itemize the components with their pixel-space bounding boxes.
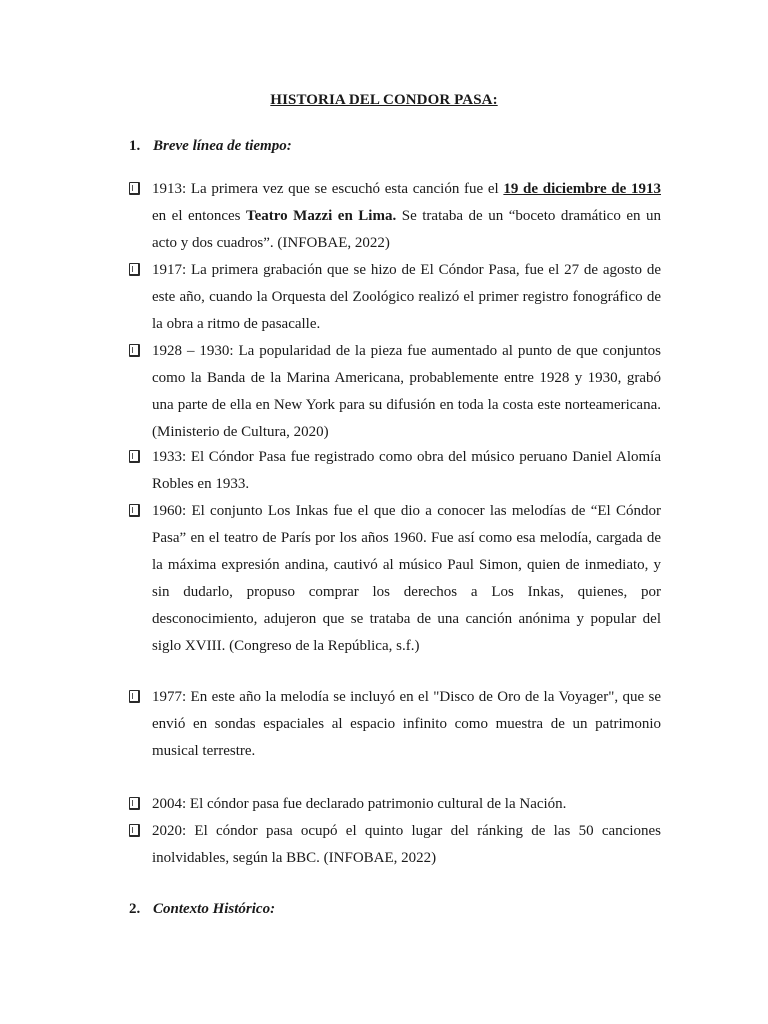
timeline-entry-1933 <box>152 444 661 498</box>
section-heading-text: Breve línea de tiempo: <box>153 138 292 154</box>
timeline-entry-1913 <box>152 176 661 257</box>
section-number: 2. <box>129 901 141 917</box>
book-bullet-icon <box>129 504 140 517</box>
section-heading-text: Contexto Histórico: <box>153 901 276 917</box>
book-bullet-icon <box>129 690 140 703</box>
timeline-entry-1977 <box>152 684 661 765</box>
timeline-entry-text <box>152 176 661 257</box>
section-heading-timeline <box>129 138 292 155</box>
timeline-entry-1960 <box>152 498 661 660</box>
timeline-entry-text: 1917: La primera grabación que se hizo de El Cóndor Pasa, fue el 27 de agosto de este año, cuando la Orquesta del Zoológico realizó el primer registro fonográfico de la obra a ritmo de pasacalle. <box>152 262 661 332</box>
timeline-entry-text: 2004: El cóndor pasa fue declarado patrimonio cultural de la Nación. <box>152 796 567 812</box>
entry-date-highlight: 19 de diciembre de 1913 <box>503 181 661 197</box>
timeline-entry-1917 <box>152 257 661 338</box>
timeline-entry-text: 1928 – 1930: La popularidad de la pieza fue aumentado al punto de que conjuntos como la Banda de la Marina Americana, probablemente entre 1928 y 1930, grabó una parte de ella en New York para su difusión en toda la costa este norteamericana. (Ministerio de Cultura, 2020) <box>152 343 661 440</box>
timeline-entry-text: 1960: El conjunto Los Inkas fue el que dio a conocer las melodías de “El Cóndor Pasa” en el teatro de París por los años 1960. Fue así como esa melodía, cargada de la máxima expresión andina, cautivó al músico Paul Simon, quien de inmediato, y sin dudarlo, propuso comprar los derechos a Los Inkas, quienes, por desconocimiento, adujeron que se trataba de una canción anónima y popular del siglo XVIII. (Congreso de la República, s.f.) <box>152 503 661 654</box>
timeline-entry-text: 1933: El Cóndor Pasa fue registrado como obra del músico peruano Daniel Alomía Robles en 1933. <box>152 449 661 492</box>
timeline-entry-text: 2020: El cóndor pasa ocupó el quinto lugar del ránking de las 50 canciones inolvidables, según la BBC. (INFOBAE, 2022) <box>152 823 661 866</box>
book-bullet-icon <box>129 344 140 357</box>
timeline-entry-1928-1930 <box>152 338 661 446</box>
book-bullet-icon <box>129 797 140 810</box>
timeline-entry-2004 <box>152 791 661 818</box>
book-bullet-icon <box>129 263 140 276</box>
entry-text-segment: Se trataba de un “boceto dramático en un acto y dos cuadros”. (INFOBAE, 2022) <box>152 208 662 251</box>
section-number: 1. <box>129 138 141 154</box>
document-title: HISTORIA DEL CONDOR PASA: <box>270 92 498 108</box>
entry-venue-highlight: Teatro Mazzi en Lima. <box>245 208 397 224</box>
section-heading-context <box>129 901 275 918</box>
entry-text-segment: 1913: La primera vez que se escuchó esta canción fue el <box>152 181 504 197</box>
timeline-entry-2020 <box>152 818 661 872</box>
entry-text-segment: en el entonces <box>152 208 246 224</box>
book-bullet-icon <box>129 450 140 463</box>
book-bullet-icon <box>129 824 140 837</box>
book-bullet-icon <box>129 182 140 195</box>
timeline-entry-text: 1977: En este año la melodía se incluyó en el "Disco de Oro de la Voyager", que se envió en sondas espaciales al espacio infinito como muestra de un patrimonio musical terrestre. <box>152 689 661 759</box>
